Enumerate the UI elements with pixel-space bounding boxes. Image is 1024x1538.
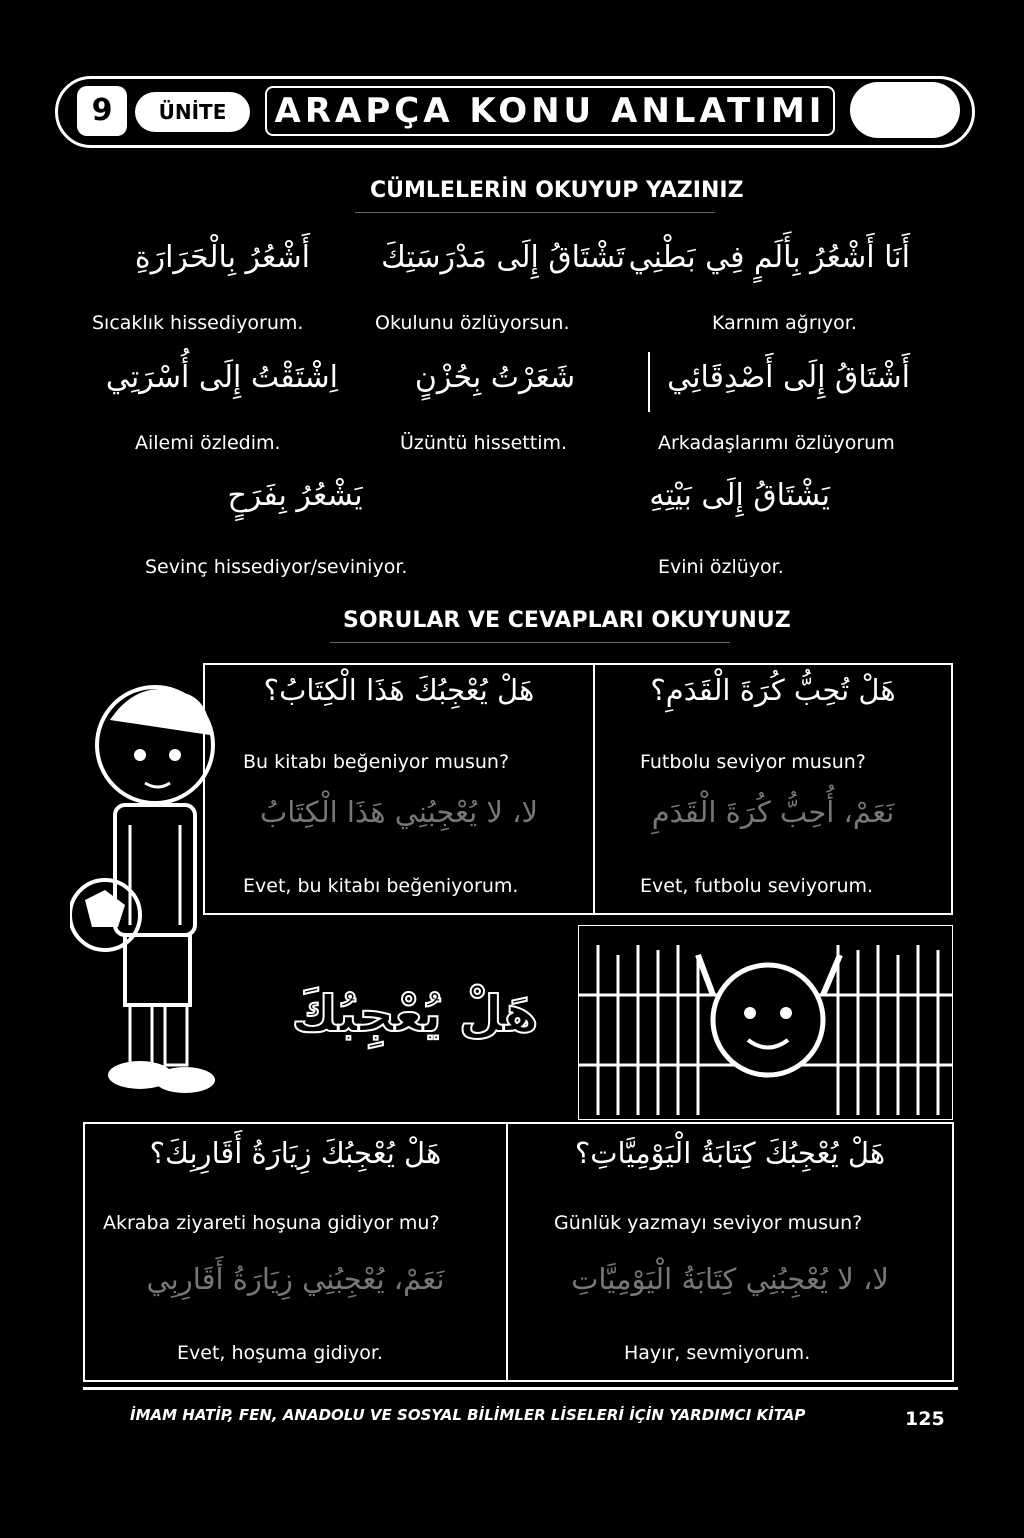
qa-3-answer-turkish: Evet, hoşuma gidiyor.: [177, 1342, 383, 1364]
sentence-5-arabic: شَعَرْتُ بِحُزْنٍ: [414, 360, 576, 395]
qa-2-answer-arabic: نَعَمْ، أُحِبُّ كُرَةَ الْقَدَمِ: [651, 795, 895, 829]
sentence-2-turkish: Okulunu özlüyorsun.: [375, 312, 570, 334]
section-underline: [330, 642, 730, 643]
qa-1-question-arabic: هَلْ يُعْجِبُكَ هَذَا الْكِتَابُ؟: [263, 673, 535, 707]
sentence-4-turkish: Ailemi özledim.: [135, 432, 281, 454]
sentence-1-turkish: Sıcaklık hissediyorum.: [92, 312, 304, 334]
column-divider: [648, 352, 650, 412]
sentence-4-arabic: اِشْتَقْتُ إِلَى أُسْرَتِي: [105, 360, 338, 395]
sentence-6-turkish: Arkadaşlarımı özlüyorum: [658, 432, 895, 454]
sentence-2-arabic: تَشْتَاقُ إِلَى مَدْرَسَتِكَ: [381, 240, 625, 275]
qa-1-question-turkish: Bu kitabı beğeniyor musun?: [243, 751, 510, 773]
center-phrase: هَلْ يُعْجِبُكَ: [291, 985, 539, 1043]
header-decoration: [850, 82, 960, 138]
sentence-8-arabic: يَشْتَاقُ إِلَى بَيْتِهِ: [649, 478, 830, 513]
boy-in-library-photo: [578, 925, 953, 1120]
footer-rule: [83, 1387, 958, 1390]
page-number: 125: [905, 1408, 945, 1430]
sentence-1-arabic: أَشْعُرُ بِالْحَرَارَةِ: [134, 240, 310, 275]
qa-1-answer-turkish: Evet, bu kitabı beğeniyorum.: [243, 875, 519, 897]
page-header: [55, 68, 975, 158]
sentence-3-turkish: Karnım ağrıyor.: [712, 312, 857, 334]
page-title: ARAPÇA KONU ANLATIMI: [265, 86, 835, 136]
section-title-questions: SORULAR VE CEVAPLARI OKUYUNUZ: [343, 608, 791, 633]
sentence-5-turkish: Üzüntü hissettim.: [400, 432, 568, 454]
sentence-3-arabic: أَنَا أَشْعُرُ بِأَلَمٍ فِي بَطْنِي: [628, 240, 910, 275]
qa-4-question-turkish: Günlük yazmayı seviyor musun?: [554, 1212, 863, 1234]
qa-2-question-arabic: هَلْ تُحِبُّ كُرَةَ الْقَدَمِ؟: [650, 673, 896, 707]
qa-2-answer-turkish: Evet, futbolu seviyorum.: [640, 875, 874, 897]
section-title-reading: CÜMLELERİN OKUYUP YAZINIZ: [370, 178, 744, 203]
qa-3-question-arabic: هَلْ يُعْجِبُكَ زِيَارَةُ أَقَارِبِكَ؟: [149, 1136, 442, 1170]
unit-number: 9: [77, 86, 127, 136]
footer-book-title: İMAM HATİP, FEN, ANADOLU VE SOSYAL BİLİMLER LİSELERİ İÇİN YARDIMCI KİTAP: [130, 1406, 806, 1424]
qa-3-answer-arabic: نَعَمْ، يُعْجِبُنِي زِيَارَةُ أَقَارِبِي: [146, 1262, 445, 1296]
sentence-6-arabic: أَشْتَاقُ إِلَى أَصْدِقَائِي: [667, 360, 910, 395]
qa-box-1: [203, 663, 595, 915]
section-underline: [355, 212, 715, 213]
qa-box-3: [83, 1122, 508, 1382]
unit-label: ÜNİTE: [135, 92, 250, 132]
sentence-7-arabic: يَشْعُرُ بِفَرَحٍ: [227, 478, 363, 513]
sentence-7-turkish: Sevinç hissediyor/seviniyor.: [145, 556, 408, 578]
qa-3-question-turkish: Akraba ziyareti hoşuna gidiyor mu?: [103, 1212, 440, 1234]
qa-2-question-turkish: Futbolu seviyor musun?: [640, 751, 866, 773]
qa-4-answer-arabic: لا، لا يُعْجِبُنِي كِتَابَةُ الْيَوْمِيَّاتِ: [571, 1262, 889, 1296]
qa-box-2: [593, 663, 953, 915]
qa-1-answer-arabic: لا، لا يُعْجِبُنِي هَذَا الْكِتَابُ: [259, 795, 539, 829]
qa-4-answer-turkish: Hayır, sevmiyorum.: [624, 1342, 811, 1364]
sentence-8-turkish: Evini özlüyor.: [658, 556, 784, 578]
qa-4-question-arabic: هَلْ يُعْجِبُكَ كِتَابَةُ الْيَوْمِيَّاتِ؟: [574, 1136, 886, 1170]
qa-box-4: [506, 1122, 954, 1382]
